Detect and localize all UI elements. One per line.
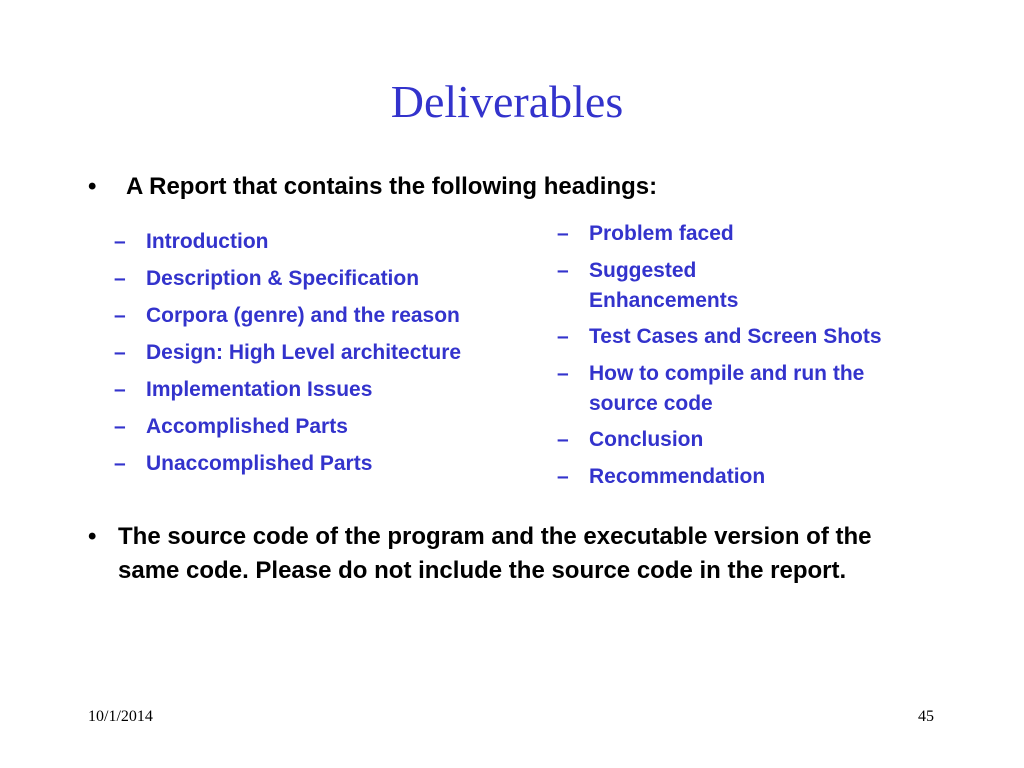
- dash-marker: –: [557, 361, 569, 385]
- dash-marker: –: [114, 452, 126, 475]
- list-item: [114, 412, 534, 443]
- list-item: [114, 227, 534, 258]
- dash-marker: –: [557, 258, 569, 282]
- dash-marker: –: [557, 428, 569, 451]
- heading-problem-faced: Problem faced: [589, 222, 734, 245]
- list-item: [114, 301, 534, 332]
- footer-date: 10/1/2014: [88, 708, 153, 725]
- list-item: [557, 322, 952, 352]
- bullet-source-code: [88, 520, 948, 588]
- bullet-report-text: A Report that contains the following headings:: [126, 173, 658, 200]
- dash-marker: –: [114, 267, 126, 290]
- heading-introduction: Introduction: [146, 230, 269, 253]
- dash-marker: –: [114, 415, 126, 438]
- bullet-dot: •: [88, 173, 97, 200]
- dash-marker: –: [114, 304, 126, 327]
- headings-list-right: [557, 219, 952, 498]
- heading-test-cases: Test Cases and Screen Shots: [589, 325, 882, 348]
- bullet-source-code-text: The source code of the program and the executable version of the same code. Please do not include the source code in the report.: [118, 523, 872, 584]
- heading-suggested-enhancements: Suggested Enhancements: [589, 258, 739, 312]
- footer-page-number: 45: [918, 708, 934, 725]
- heading-accomplished: Accomplished Parts: [146, 415, 348, 438]
- heading-description: Description & Specification: [146, 267, 420, 290]
- list-item: [557, 462, 952, 492]
- list-item: [114, 375, 534, 406]
- list-item: [557, 359, 952, 419]
- heading-corpora: Corpora (genre) and the reason: [146, 304, 460, 327]
- heading-unaccomplished: Unaccomplished Parts: [146, 452, 373, 475]
- list-item: [114, 338, 534, 369]
- list-item: [114, 449, 534, 480]
- bullet-dot: •: [88, 523, 97, 550]
- dash-marker: –: [557, 464, 569, 488]
- heading-design: Design: High Level architecture: [146, 341, 462, 364]
- heading-conclusion: Conclusion: [589, 428, 704, 451]
- dash-marker: –: [114, 341, 126, 364]
- list-item: [557, 256, 952, 316]
- list-item: [557, 425, 952, 455]
- headings-list-left: [114, 227, 534, 486]
- heading-implementation: Implementation Issues: [146, 378, 373, 401]
- slide-title: Deliverables: [390, 76, 624, 127]
- heading-how-to-compile: How to compile and run the source code: [589, 361, 865, 415]
- heading-recommendation: Recommendation: [589, 464, 766, 488]
- list-item: [557, 219, 952, 249]
- dash-marker: –: [557, 222, 569, 245]
- dash-marker: –: [114, 230, 126, 253]
- dash-marker: –: [557, 325, 569, 348]
- list-item: [114, 264, 534, 295]
- dash-marker: –: [114, 378, 126, 401]
